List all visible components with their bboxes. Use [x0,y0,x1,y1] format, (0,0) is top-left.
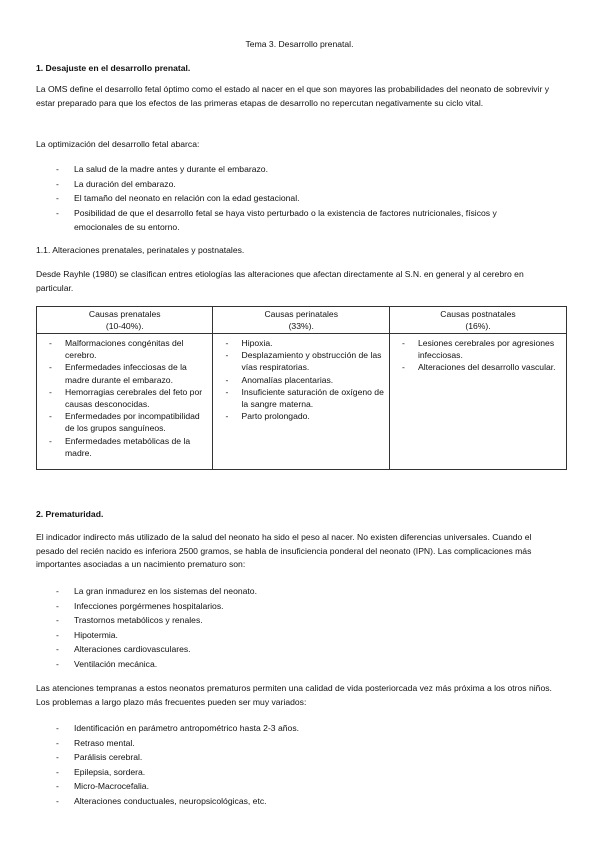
list-item: - Trastornos metabólicos y renales. [56,613,546,628]
list-item: - La duración del embarazo. [56,177,536,192]
causes-table [36,306,567,470]
section-1-1-heading: 1.1. Alteraciones prenatales, perinatales y postnatales. [36,245,245,255]
column-header-perinatal [213,307,389,334]
prenatal-cell [37,334,213,470]
list-item: - Alteraciones conductuales, neuropsicológicas, etc. [56,794,546,809]
section-2-heading: 2. Prematuridad. [36,509,104,519]
list-item: - Micro-Macrocefalia. [56,779,546,794]
section-2-paragraph: El indicador indirecto más utilizado de la salud del neonato ha sido el peso al nacer. No existen diferencias universales. Cuando el pesado del recién nacido es inferiora 2500 gramos, se habla de insuficiencia ponderal del neonato (IPN). Las complicaciones más importantes asociadas a un nacimiento prematuro son: [36,532,532,569]
list-item: - La gran inmadurez en los sistemas del neonato. [56,584,546,599]
list-item: - Parálisis cerebral. [56,750,546,765]
list-item: - Retraso mental. [56,736,546,751]
list-item: - Insuficiente saturación de oxígeno de la sangre materna. [219,386,384,410]
column-title: Causas postnatales [440,309,516,319]
list-item: - Hipotermia. [56,628,546,643]
list-item: - Hipoxia. [219,337,384,349]
table-row [37,334,567,470]
list-item: - Enfermedades metabólicas de la madre. [43,435,208,459]
section-1-heading: 1. Desajuste en el desarrollo prenatal. [36,63,191,73]
section-1-list [56,162,536,235]
column-title: Causas perinatales [264,309,339,319]
list-item: - Lesiones cerebrales por agresiones infecciosas. [396,337,562,361]
perinatal-cell [213,334,389,470]
list-item: - Enfermedades por incompatibilidad de los grupos sanguíneos. [43,410,208,434]
list-item: - Identificación en parámetro antropométrico hasta 2-3 años. [56,721,546,736]
list-item: - Alteraciones cardiovasculares. [56,642,546,657]
list-item: - Malformaciones congénitas del cerebro. [43,337,208,361]
list-item: - Hemorragias cerebrales del feto por causas desconocidas. [43,386,208,410]
column-percentage: (33%). [288,320,314,331]
list-item: - Alteraciones del desarrollo vascular. [396,361,562,373]
list-item: - Anomalías placentarias. [219,374,384,386]
section-2-paragraph-2: Las atenciones tempranas a estos neonatos prematuros permiten una calidad de vida posteriorcada vez más próxima a los otros niños. Los problemas a largo plazo más frecuentes pueden ser muy variados: [36,683,552,707]
list-item: - Infecciones porgérmenes hospitalarios. [56,599,546,614]
postnatal-cell [389,334,566,470]
list-item: - Parto prolongado. [219,410,384,422]
list-item: - Enfermedades infecciosas de la madre durante el embarazo. [43,361,208,385]
list-item: - Ventilación mecánica. [56,657,546,672]
column-header-prenatal [37,307,213,334]
column-title: Causas prenatales [88,309,161,319]
list-item: - La salud de la madre antes y durante el embarazo. [56,162,536,177]
section-1-1-paragraph: Desde Rayhle (1980) se clasifican entres etiologías las alteraciones que afectan directamente al S.N. en general y al cerebro en particular. [36,269,524,293]
list-item: - Posibilidad de que el desarrollo fetal se haya visto perturbado o la existencia de factores nutricionales, físicos y emocionales de su entorno. [56,206,536,235]
section-1-intro: La optimización del desarrollo fetal abarca: [36,139,200,149]
column-header-postnatal [389,307,566,334]
table-header-row [37,307,567,334]
list-item: - Epilepsia, sordera. [56,765,546,780]
section-1-paragraph: La OMS define el desarrollo fetal óptimo como el estado al nacer en el que son mayores las probabilidades del neonato de sobrevivir y estar preparado para que los efectos de las primeras etapas de desarrollo no repercutan negativamente su ciclo vital. [36,84,550,108]
column-percentage: (10-40%). [105,320,144,331]
list-item: - El tamaño del neonato en relación con la edad gestacional. [56,191,536,206]
column-percentage: (16%). [465,320,491,331]
section-2-list-2 [56,721,546,808]
document-title: Tema 3. Desarrollo prenatal. [245,39,354,49]
section-2-list [56,584,546,671]
list-item: - Desplazamiento y obstrucción de las vías respiratorias. [219,349,384,373]
